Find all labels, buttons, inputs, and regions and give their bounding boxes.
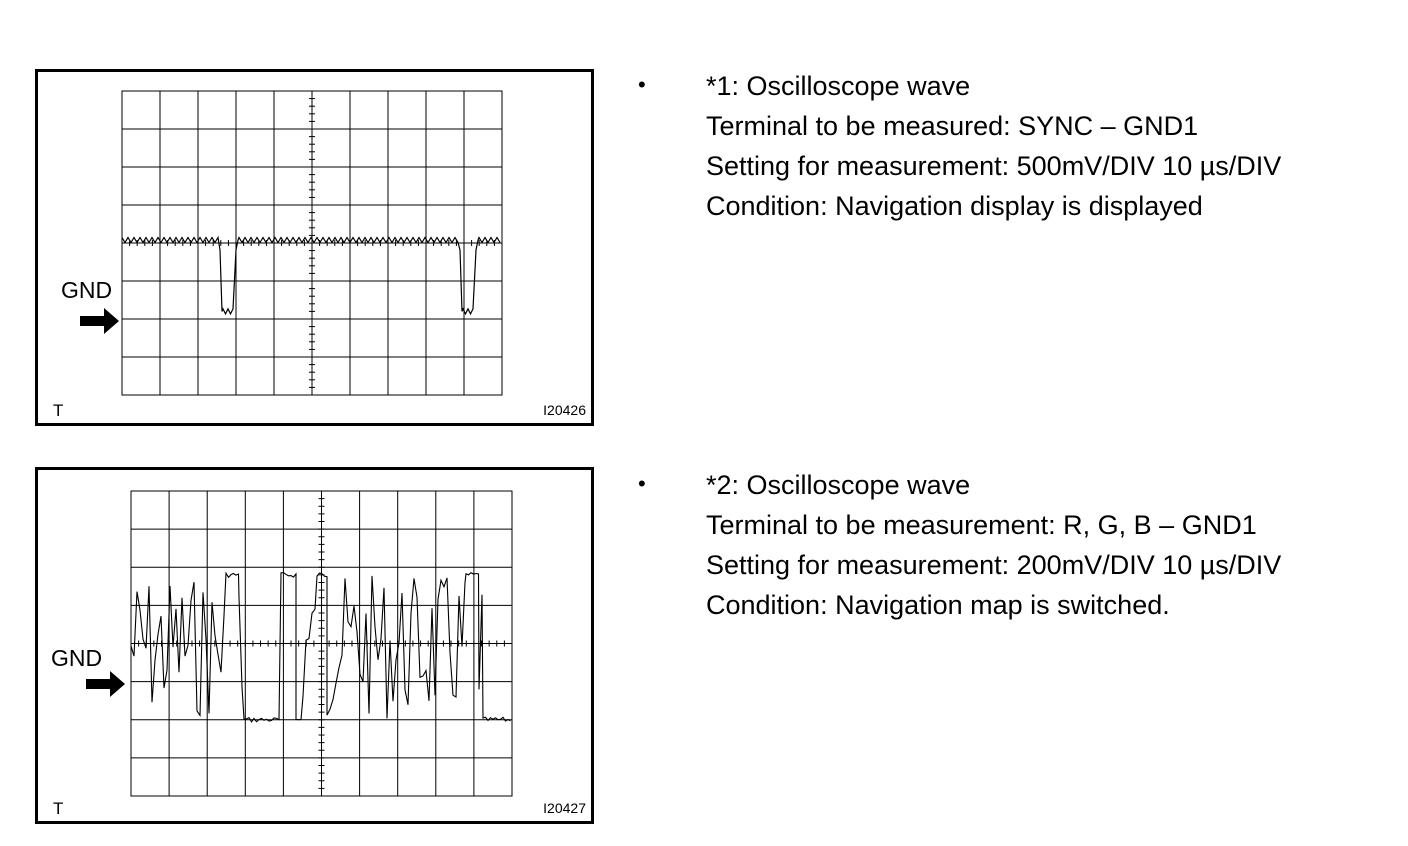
- signal-trace: [122, 238, 500, 314]
- terminal-text: Terminal to be measurement: R, G, B – GND1: [706, 510, 1257, 540]
- figure-id: I20427: [543, 800, 586, 816]
- oscilloscope-screen-rgb: [38, 470, 591, 821]
- terminal-text: Terminal to be measured: SYNC – GND1: [706, 111, 1199, 141]
- bullet-marker: •: [638, 72, 646, 97]
- arrow-right-icon: [80, 308, 120, 334]
- corner-mark: T: [53, 401, 64, 420]
- figure-id: I20426: [543, 402, 586, 418]
- setting-text: Setting for measurement: 500mV/DIV 10 µs/DIV: [706, 151, 1282, 181]
- gnd-label: GND: [61, 277, 113, 303]
- condition-text: Condition: Navigation map is switched.: [706, 590, 1170, 620]
- gnd-label: GND: [51, 645, 103, 671]
- oscilloscope-panel-rgb: [35, 467, 594, 824]
- condition-text: Condition: Navigation display is displayed: [706, 191, 1203, 221]
- arrow-right-icon: [86, 671, 126, 697]
- wave-title: *1: Oscilloscope wave: [706, 71, 971, 101]
- bullet-marker: •: [638, 471, 646, 496]
- oscilloscope-panel-sync: [35, 69, 594, 426]
- corner-mark: T: [53, 799, 64, 818]
- wave-title: *2: Oscilloscope wave: [706, 470, 971, 500]
- setting-text: Setting for measurement: 200mV/DIV 10 µs/DIV: [706, 550, 1282, 580]
- oscilloscope-screen-sync: [38, 72, 591, 423]
- signal-trace: [131, 573, 511, 722]
